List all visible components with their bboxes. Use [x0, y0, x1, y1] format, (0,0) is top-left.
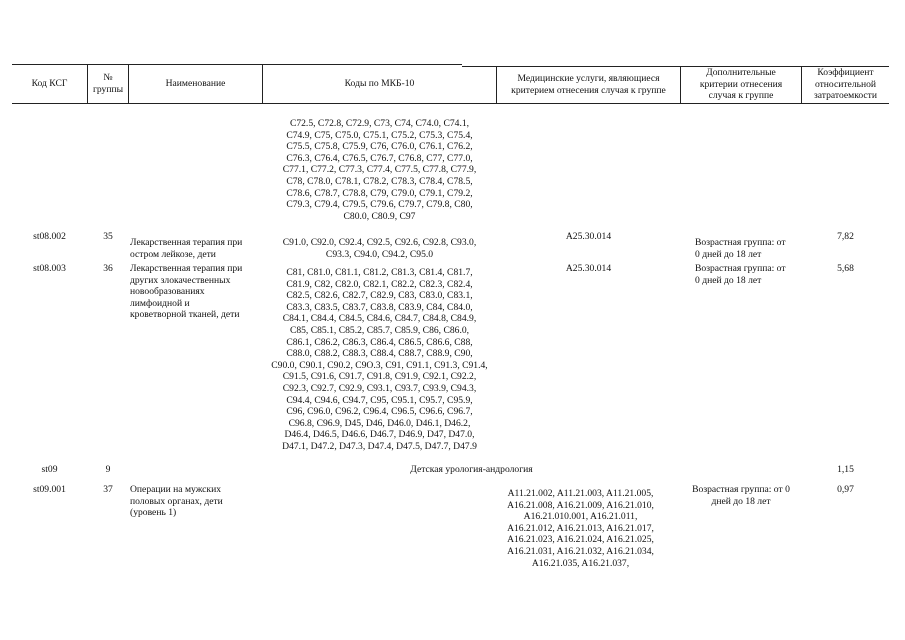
- extra-criteria: Возрастная группа: от 0 дней до 18 лет: [695, 237, 786, 260]
- ksg-code: st09: [41, 464, 58, 475]
- column-header-name: [129, 65, 262, 103]
- column-header-text: Код КСГ: [31, 78, 68, 90]
- column-header-text: Коэффициент относительной затратоемкости: [813, 67, 878, 102]
- column-header-text: Коды по МКБ-10: [344, 78, 415, 90]
- extra-criteria: Возрастная группа: от 0 дней до 18 лет: [695, 263, 786, 286]
- extra-criteria: Возрастная группа: от 0 дней до 18 лет: [692, 484, 790, 507]
- column-header-icd-codes: [263, 65, 496, 103]
- icd-codes: C81, C81.0, C81.1, C81.2, C81.3, C81.4, C81.7, C81.9, C82, C82.0, C82.1, C82.2, C82.3, C82.4, C82.5, C82.6, C82.7, C82.9, C83, C83.0, C83.1, C83.3, C83.5, C83.7, C83.8, C83.9, C84, C84.0, C84.1, C84.4, C84.5, C84.6, C84.7, C84.8, C84.9, C85, C85.1, C85.2, C85.7, C85.9, C86, C86.0, C86.1, C86.2, C86.3, C86.4, C86.5, C86.6, C88, C88.0, C88.2, C88.3, C88.4, C88.7, C88.9, C90, C90.0, C90.1, C90.2, C9O.3, C91, C91.1, C91.3, C91.4, C91.5, C91.6, C91.7, C91.8, C91.9, C92.1, C92.2, C92.3, C92.7, C92.9, C93.1, C93.7, C93.9, C94.3, C94.4, C94.6, C94.7, C95, C95.1, C95.7, C95.9, C96, C96.0, C96.2, C96.4, C96.5, C96.6, C96.7, C96.8, C96.9, D45, D46, D46.0, D46.1, D46.2, D46.4, D46.5, D46.6, D46.7, D46.9, D47, D47.0, D47.1, D47.2, D47.3, D47.4, D47.5, D47.7, D47.9: [271, 267, 488, 452]
- ksg-code: st08.003: [33, 263, 66, 274]
- group-name: Операции на мужских половых органах, дети (уровень 1): [130, 484, 223, 519]
- group-number: 37: [103, 484, 113, 495]
- coefficient-value: 1,15: [837, 464, 854, 475]
- medical-services: A25.30.014: [565, 263, 612, 274]
- group-name: Лекарственная терапия при других злокачественных новообразованиях лимфоидной и кроветворной тканей, дети: [130, 263, 243, 321]
- coefficient-value: 7,82: [837, 231, 854, 242]
- column-header-text: Наименование: [165, 78, 226, 90]
- ksg-code: st08.002: [33, 231, 66, 242]
- medical-services: A25.30.014: [565, 231, 612, 242]
- group-number: 9: [105, 464, 111, 475]
- column-header-group-no: [88, 65, 128, 103]
- ksg-code: st09.001: [33, 484, 66, 495]
- section-title: Детская урология-андрология: [410, 464, 533, 475]
- column-header-text: № группы: [92, 72, 124, 95]
- coefficient-value: 0,97: [837, 484, 854, 495]
- coefficient-value: 5,68: [837, 263, 854, 274]
- header-bottom-border: [12, 103, 889, 104]
- column-header-extra-criteria: [681, 66, 801, 103]
- group-number: 35: [103, 231, 113, 242]
- column-header-text: Дополнительные критерии отнесения случая к группе: [699, 67, 783, 102]
- group-number: 36: [103, 263, 113, 274]
- column-header-services: [497, 66, 680, 103]
- column-header-ksg-code: [12, 65, 87, 103]
- group-name: Лекарственная терапия при остром лейкозе, дети: [130, 237, 243, 260]
- icd-codes-continuation: C72.5, C72.8, C72.9, C73, C74, C74.0, C74.1, C74.9, C75, C75.0, C75.1, C75.2, C75.3, C75.4, C75.5, C75.8, C75.9, C76, C76.0, C76.1, C76.2, C76.3, C76.4, C76.5, C76.7, C76.8, C77, C77.0, C77.1, C77.2, C77.3, C77.4, C77.5, C77.8, C77.9, C78, C78.0, C78.1, C78.2, C78.3, C78.4, C78.5, C78.6, C78.7, C78.8, C79, C79.0, C79.1, C79.2, C79.3, C79.4, C79.5, C79.6, C79.7, C79.8, C80, C80.0, C80.9, C97: [282, 118, 477, 222]
- icd-codes: C91.0, C92.0, C92.4, C92.5, C92.6, C92.8, C93.0, C93.3, C94.0, C94.2, C95.0: [282, 237, 477, 260]
- medical-services: A11.21.002, A11.21.003, A11.21.005, A16.21.008, A16.21.009, A16.21.010, A16.21.010.001, A16.21.011, A16.21.012, A16.21.013, A16.21.017, A16.21.023, A16.21.024, A16.21.025, A16.21.031, A16.21.032, A16.21.034, A16.21.035, A16.21.037,: [507, 488, 654, 569]
- column-header-coefficient: [802, 66, 889, 103]
- column-header-text: Медицинские услуги, являющиеся критерием отнесения случая к группе: [511, 72, 666, 96]
